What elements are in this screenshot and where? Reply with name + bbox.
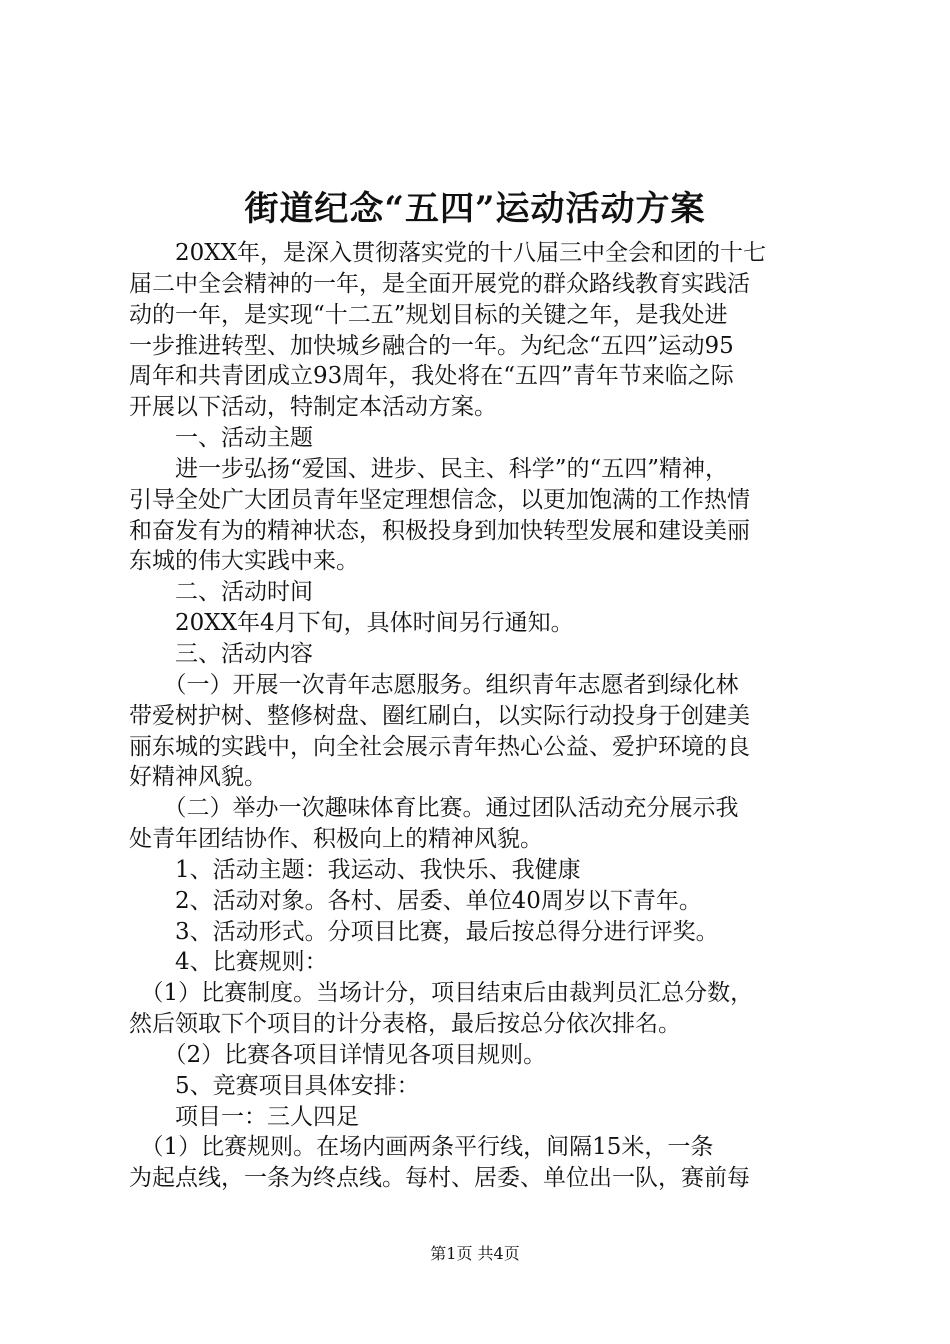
text-line: 4、比赛规则：	[129, 949, 328, 976]
text-line: 动的一年，是实现“十二五”规划目标的关键之年，是我处进	[129, 301, 728, 328]
text-line: （二）举办一次趣味体育比赛。通过团队活动充分展示我	[129, 795, 739, 822]
text-line: 项目一：三人四足	[129, 1103, 359, 1130]
text-line: 3、活动形式。分项目比赛，最后按总得分进行评奖。	[129, 918, 719, 945]
text-line: 届二中全会精神的一年，是全面开展党的群众路线教育实践活	[129, 270, 750, 297]
text-line: 然后领取下个项目的计分表格，最后按总分依次排名。	[129, 1011, 681, 1038]
document-title: 街道纪念“五四”运动活动方案	[244, 189, 706, 229]
text-line: 引导全处广大团员青年坚定理想信念，以更加饱满的工作热情	[129, 486, 750, 513]
page-footer: 第1页 共4页	[430, 1244, 520, 1263]
text-line: 周年和共青团成立93周年，我处将在“五四”青年节来临之际	[129, 363, 734, 390]
text-line: 开展以下活动，特制定本活动方案。	[129, 394, 497, 421]
text-line: （1）比赛制度。当场计分，项目结束后由裁判员汇总分数，	[129, 980, 754, 1007]
text-line: 为起点线，一条为终点线。每村、居委、单位出一队，赛前每	[129, 1165, 750, 1192]
text-line: 1、活动主题：我运动、我快乐、我健康	[129, 856, 581, 883]
text-line: 2、活动对象。各村、居委、单位40周岁以下青年。	[129, 887, 702, 914]
text-line: 进一步弘扬“爱国、进步、民主、科学”的“五四”精神，	[129, 455, 729, 482]
document-body	[129, 238, 829, 1194]
text-line: 二、活动时间	[129, 579, 313, 606]
text-line: （1）比赛规则。在场内画两条平行线，间隔15米，一条	[129, 1134, 714, 1161]
text-line: 20XX年，是深入贯彻落实党的十八届三中全会和团的十七	[129, 240, 767, 266]
text-line: 好精神风貌。	[129, 764, 267, 791]
text-line: 和奋发有为的精神状态，积极投身到加快转型发展和建设美丽	[129, 517, 750, 544]
text-line: 处青年团结协作、积极向上的精神风貌。	[129, 826, 543, 853]
text-line: （一）开展一次青年志愿服务。组织青年志愿者到绿化林	[129, 671, 739, 698]
text-line: 一步推进转型、加快城乡融合的一年。为纪念“五四”运动95	[129, 332, 734, 359]
text-line: 东城的伟大实践中来。	[129, 548, 359, 575]
text-line: 一、活动主题	[129, 425, 313, 452]
text-line: 5、竞赛项目具体安排：	[129, 1072, 420, 1099]
text-line: 丽东城的实践中，向全社会展示青年热心公益、爱护环境的良	[129, 733, 750, 760]
text-line: 三、活动内容	[129, 640, 313, 667]
text-line: 带爱树护树、整修树盘、圈红刷白，以实际行动投身于创建美	[129, 702, 750, 729]
text-line: 20XX年4月下旬，具体时间另行通知。	[129, 610, 574, 637]
text-line: （2）比赛各项目详情见各项目规则。	[129, 1041, 547, 1068]
